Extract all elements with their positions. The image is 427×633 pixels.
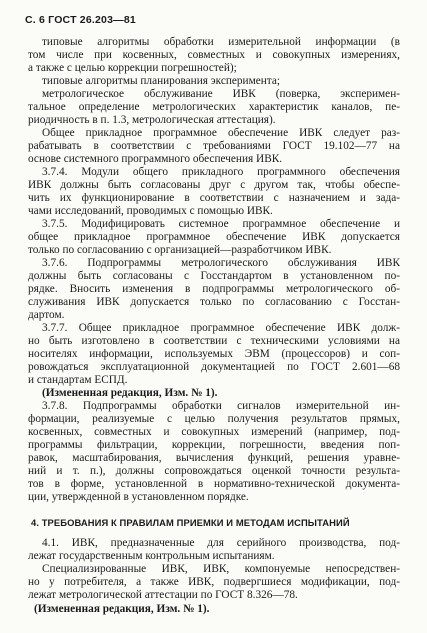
text-line: том числе при косвенных, совместных и совокупных измерениях,	[28, 49, 400, 61]
text-line: тальное определение метрологических характеристик каналов, пе-	[28, 101, 400, 113]
text-line: основе системного программного обеспечения ИВК.	[28, 153, 283, 165]
text-line: 3.7.4. Модули общего прикладного программного обеспечения	[42, 166, 400, 178]
text-line: и стандартам ЕСПД.	[28, 374, 128, 386]
text-line: а также с целью коррекции погрешностей);	[28, 62, 237, 74]
text-line: рабатывать в соответствии с требованиями ГОСТ 19.102—77 на	[28, 140, 400, 152]
text-line: Общее прикладное программное обеспечение ИВК следует раз-	[42, 127, 400, 139]
text-line: косвенных, совместных и совокупных измерений (например, под-	[28, 426, 400, 438]
text-line: только по согласованию с организацией—разработчиком ИВК.	[28, 244, 332, 256]
text-line: ровождаться эксплуатационной документацией по ГОСТ 2.601—68	[28, 361, 400, 373]
text-line: но у потребителя, а также ИВК, подвергшиеся модификации, под-	[28, 576, 400, 588]
text-line: но быть изготовлено в соответствии с техническими условиями на	[28, 335, 400, 347]
text-line: ний и т. п.), должны сопровождаться оценкой точности результа-	[28, 465, 400, 477]
text-line: 3.7.7. Общее прикладное программное обеспечение ИВК долж-	[42, 322, 400, 334]
amendment-note: (Измененная редакция, Изм. № 1).	[42, 387, 218, 399]
text-line: должны быть согласованы с Госстандартом в установленном по-	[28, 270, 400, 282]
text-line: равок, масштабирования, вычисления функций, решения уравне-	[28, 452, 400, 464]
text-line: дартом.	[28, 309, 65, 321]
amendment-note: (Измененная редакция, Изм. № 1).	[34, 603, 210, 615]
text-line: служивания ИВК допускается только по согласованию с Госстан-	[28, 296, 400, 308]
text-line: 4.1. ИВК, предназначенные для серийного производства, под-	[42, 537, 400, 549]
text-line: 3.7.6. Подпрограммы метрологического обслуживания ИВК	[42, 257, 400, 269]
text-line: лежат метрологической аттестации по ГОСТ 8.326—78.	[28, 589, 298, 601]
text-line: 3.7.8. Подпрограммы обработки сигналов измерительной ин-	[42, 400, 400, 412]
page-header: С. 6 ГОСТ 26.203—81	[25, 14, 136, 26]
text-line: метрологическое обслуживание ИВК (поверка, эксперимен-	[42, 88, 400, 100]
text-line: риодичность в п. 1.3, метрологическая аттестация).	[28, 114, 276, 126]
text-line: рядке. Вносить изменения в подпрограммы метрологического об-	[28, 283, 400, 295]
section-heading: 4. ТРЕБОВАНИЯ К ПРАВИЛАМ ПРИЕМКИ И МЕТОДАМ ИСПЫТАНИЙ	[31, 517, 350, 528]
text-line: ции, утвержденной в установленном порядке.	[28, 491, 249, 503]
text-line: типовые алгоритмы обработки измерительной информации (в	[42, 36, 400, 48]
text-line: общее прикладное программное обеспечение ИВК допускается	[28, 231, 400, 243]
text-line: формации, реализуемые с целью получения результатов прямых,	[28, 413, 400, 425]
text-line: типовые алгоритмы планирования эксперимента;	[42, 75, 281, 87]
text-line: Специализированные ИВК, ИВК, компонуемые непосредствен-	[42, 563, 400, 575]
text-line: носителях информации, используемых ЭВМ (процессоров) и соп-	[28, 348, 400, 360]
text-line: программы фильтрации, коррекции, погрешности, введения поп-	[28, 439, 400, 451]
text-line: чить их функционирование в соответствии с назначением и зада-	[28, 192, 400, 204]
text-line: чами исследований, проводимых с помощью ИВК.	[28, 205, 273, 217]
text-line: 3.7.5. Модифицировать системное программное обеспечение и	[42, 218, 400, 230]
text-line: ИВК должны быть согласованы друг с другом так, чтобы обеспе-	[28, 179, 400, 191]
text-line: лежат государственным контрольным испытаниям.	[28, 550, 275, 562]
text-line: тов в форме, установленной в нормативно-технической документа-	[28, 478, 400, 490]
